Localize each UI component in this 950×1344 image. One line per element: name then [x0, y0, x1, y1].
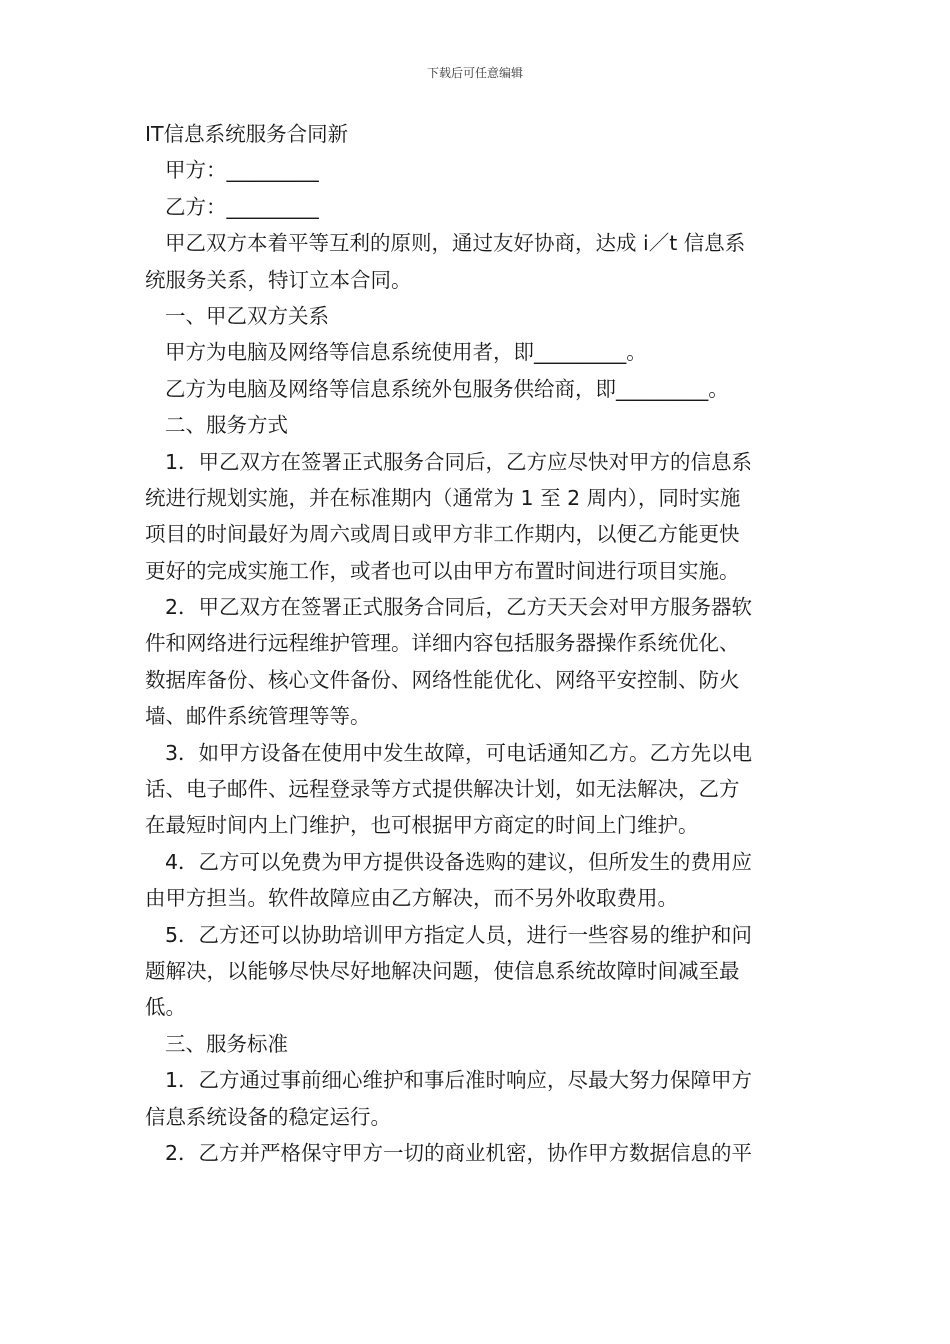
- text-line: 一、甲乙双方关系: [165, 303, 329, 328]
- text-line: 1．乙方通过事前细心维护和事后准时响应，尽最大努力保障甲方: [165, 1068, 753, 1093]
- text-line: 二、服务方式: [165, 413, 288, 438]
- text-line: 话、电子邮件、远程登录等方式提供解决计划，如无法解决，乙方: [145, 777, 740, 802]
- text-line: 由甲方担当。软件故障应由乙方解决，而不另外收取费用。: [145, 886, 678, 911]
- document-title: IT信息系统服务合同新: [145, 122, 349, 146]
- text-line: 乙方：_________: [165, 194, 319, 219]
- header-note: 下载后可任意编辑: [426, 66, 523, 80]
- text-line: 甲方为电脑及网络等信息系统使用者，即_________。: [165, 340, 647, 365]
- text-line: 件和网络进行远程维护管理。详细内容包括服务器操作系统优化、: [145, 631, 740, 656]
- document-body: [145, 116, 807, 1171]
- text-line: 2．甲乙双方在签署正式服务合同后，乙方天天会对甲方服务器软: [165, 595, 753, 620]
- text-line: 更好的完成实施工作，或者也可以由甲方布置时间进行项目实施。: [145, 558, 740, 583]
- text-line: 墙、邮件系统管理等等。: [145, 704, 371, 729]
- text-line: 5．乙方还可以协助培训甲方指定人员，进行一些容易的维护和问: [165, 922, 753, 947]
- text-line: 3．如甲方设备在使用中发生故障，可电话通知乙方。乙方先以电: [165, 740, 753, 765]
- text-line: 信息系统设备的稳定运行。: [145, 1104, 391, 1129]
- text-line: 甲方：_________: [165, 158, 319, 183]
- text-line: 4．乙方可以免费为甲方提供设备选购的建议，但所发生的费用应: [165, 849, 753, 874]
- text-line: 乙方为电脑及网络等信息系统外包服务供给商，即_________。: [165, 376, 729, 401]
- text-line: 三、服务标准: [165, 1031, 288, 1056]
- text-line: 数据库备份、核心文件备份、网络性能优化、网络平安控制、防火: [145, 667, 740, 692]
- text-line: 题解决，以能够尽快尽好地解决问题，使信息系统故障时间减至最: [145, 958, 740, 983]
- text-line: 项目的时间最好为周六或周日或甲方非工作期内，以便乙方能更快: [145, 522, 740, 547]
- text-line: 1．甲乙双方在签署正式服务合同后，乙方应尽快对甲方的信息系: [165, 449, 753, 474]
- text-line: 在最短时间内上门维护，也可根据甲方商定的时间上门维护。: [145, 813, 699, 838]
- text-line: 统进行规划实施，并在标准期内（通常为 1 至 2 周内），同时实施: [145, 485, 741, 510]
- text-line: 低。: [145, 995, 186, 1020]
- text-line: 2．乙方并严格保守甲方一切的商业机密，协作甲方数据信息的平: [165, 1140, 753, 1165]
- text-line: 甲乙双方本着平等互利的原则，通过友好协商，达成 i／t 信息系: [165, 231, 746, 256]
- text-line: 统服务关系，特订立本合同。: [145, 267, 412, 292]
